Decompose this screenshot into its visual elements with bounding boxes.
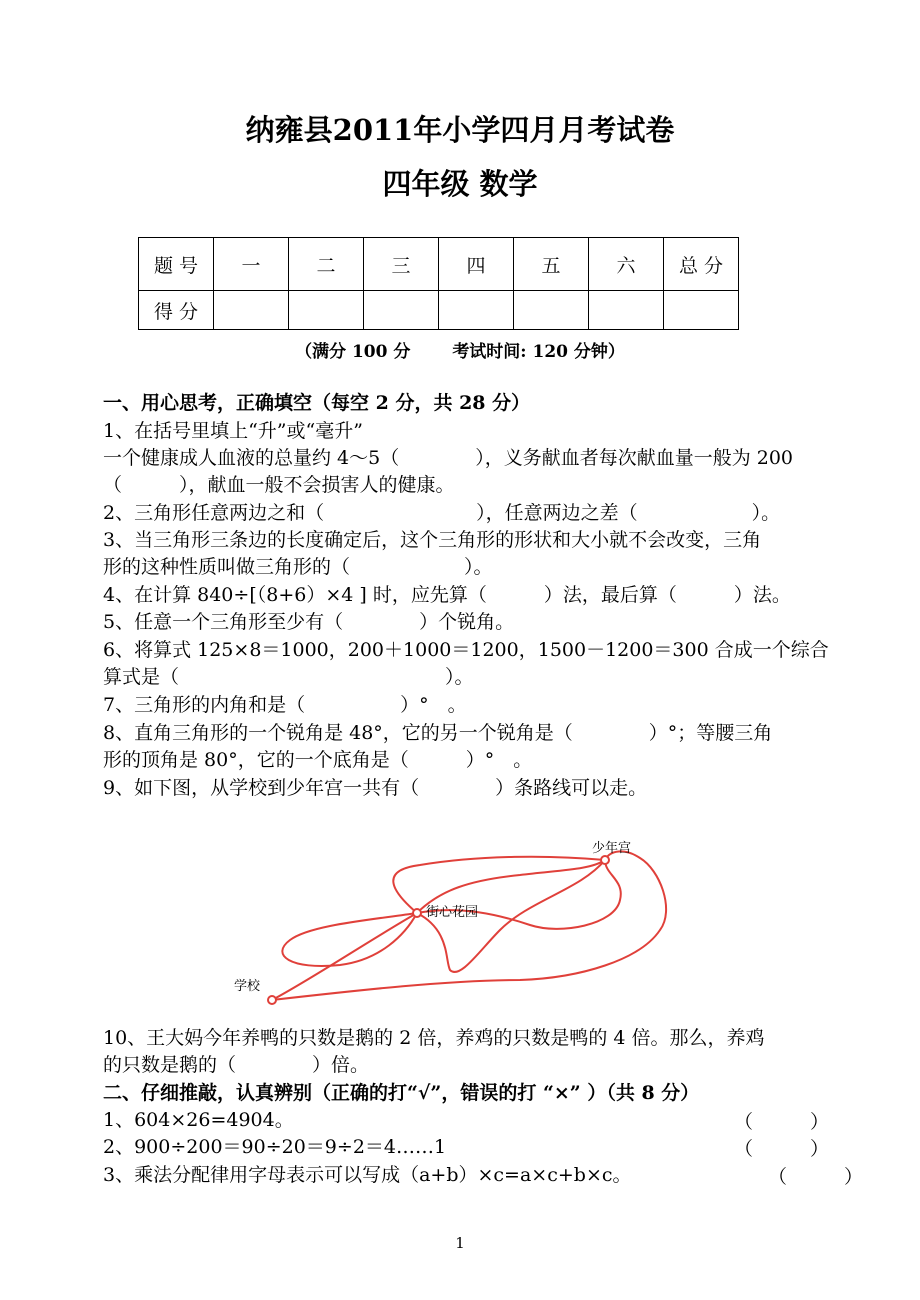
question-line: 的只数是鹅的（ ）倍。: [103, 1054, 370, 1076]
question-line: 5、任意一个三角形至少有（ ）个锐角。: [103, 611, 515, 633]
question-line: 4、在计算 840÷[（8+6）×4 ] 时，应先算（ ）法，最后算（ ）法。: [103, 584, 791, 606]
score-table-cell: 四: [439, 238, 514, 291]
score-blank-cell[interactable]: [439, 291, 514, 330]
exam-info: [0, 337, 920, 362]
score-blank-cell[interactable]: [589, 291, 664, 330]
question-line: 2、三角形任意两边之和（ ），任意两边之差（ ）。: [103, 502, 781, 524]
question-line: 6、将算式 125×8＝1000，200＋1000＝1200，1500－1200＝300 合成一个综合: [103, 639, 829, 661]
exam-subtitle: 四年级 数学: [382, 167, 538, 201]
question-line: 7、三角形的内角和是（ ）° 。: [103, 694, 467, 716]
score-blank-cell[interactable]: [289, 291, 364, 330]
answer-blank[interactable]: （ ）: [734, 1111, 830, 1133]
score-table: [138, 237, 739, 330]
score-table-score-row: [139, 291, 739, 330]
answer-blank[interactable]: （ ）: [768, 1166, 864, 1188]
question-line: 形的这种性质叫做三角形的（ ）。: [103, 556, 493, 578]
page-number: 1: [455, 1234, 465, 1252]
palace-node: [601, 856, 609, 864]
score-table-cell: 一: [214, 238, 289, 291]
question-line: 9、如下图，从学校到少年宫一共有（ ）条路线可以走。: [103, 777, 648, 799]
score-table-cell: 总 分: [664, 238, 739, 291]
route-path: [282, 913, 417, 966]
score-blank-cell[interactable]: [664, 291, 739, 330]
garden-label: 街心花园: [426, 905, 479, 920]
score-table-cell: 五: [514, 238, 589, 291]
question-line: 10、王大妈今年养鸭的只数是鹅的 2 倍，养鸡的只数是鸭的 4 倍。那么，养鸡: [103, 1027, 765, 1049]
question-line: （ ），献血一般不会损害人的健康。: [103, 474, 455, 496]
exam-title: 纳雍县2011年小学四月月考试卷: [245, 113, 675, 147]
question-line: 算式是（ ）。: [103, 666, 474, 688]
route-map: [220, 830, 680, 1015]
garden-node: [413, 909, 421, 917]
score-table-cell: 三: [364, 238, 439, 291]
question-line: 8、直角三角形的一个锐角是 48°，它的另一个锐角是（ ）°；等腰三角: [103, 722, 773, 744]
question-line: 形的顶角是 80°，它的一个底角是（ ）° 。: [103, 749, 533, 771]
school-label: 学校: [234, 979, 261, 994]
exam-time: 考试时间: 120 分钟）: [452, 342, 625, 362]
score-table-header-row: [139, 238, 739, 291]
score-table-cell: 六: [589, 238, 664, 291]
question-line: 3、当三角形三条边的长度确定后，这个三角形的形状和大小就不会改变，三角: [103, 529, 762, 551]
route-lines: [272, 851, 666, 1000]
score-blank-cell[interactable]: [514, 291, 589, 330]
score-table-cell: 得 分: [139, 291, 214, 330]
section2-heading: 二、仔细推敲，认真辨别（正确的打“√”，错误的打 “×” ）（共 8 分）: [103, 1082, 700, 1104]
answer-blank[interactable]: （ ）: [734, 1138, 830, 1160]
section1-heading: 一、用心思考，正确填空（每空 2 分，共 28 分）: [103, 392, 531, 414]
school-node: [268, 996, 276, 1004]
full-score: （满分 100 分: [295, 342, 411, 362]
judge-item: 1、604×26=4904。: [103, 1109, 294, 1131]
question-line: 一个健康成人血液的总量约 4～5（ ），义务献血者每次献血量一般为 200: [103, 447, 794, 469]
palace-label: 少年宫: [592, 841, 632, 856]
question-line: 1、在括号里填上“升”或“毫升”: [103, 420, 363, 442]
judge-item: 3、乘法分配律用字母表示可以写成（a+b）×c=a×c+b×c。: [103, 1164, 632, 1186]
judge-item: 2、900÷200＝90÷20＝9÷2＝4……1: [103, 1136, 447, 1158]
score-table-cell: 二: [289, 238, 364, 291]
score-blank-cell[interactable]: [214, 291, 289, 330]
score-table-cell: 题 号: [139, 238, 214, 291]
score-blank-cell[interactable]: [364, 291, 439, 330]
